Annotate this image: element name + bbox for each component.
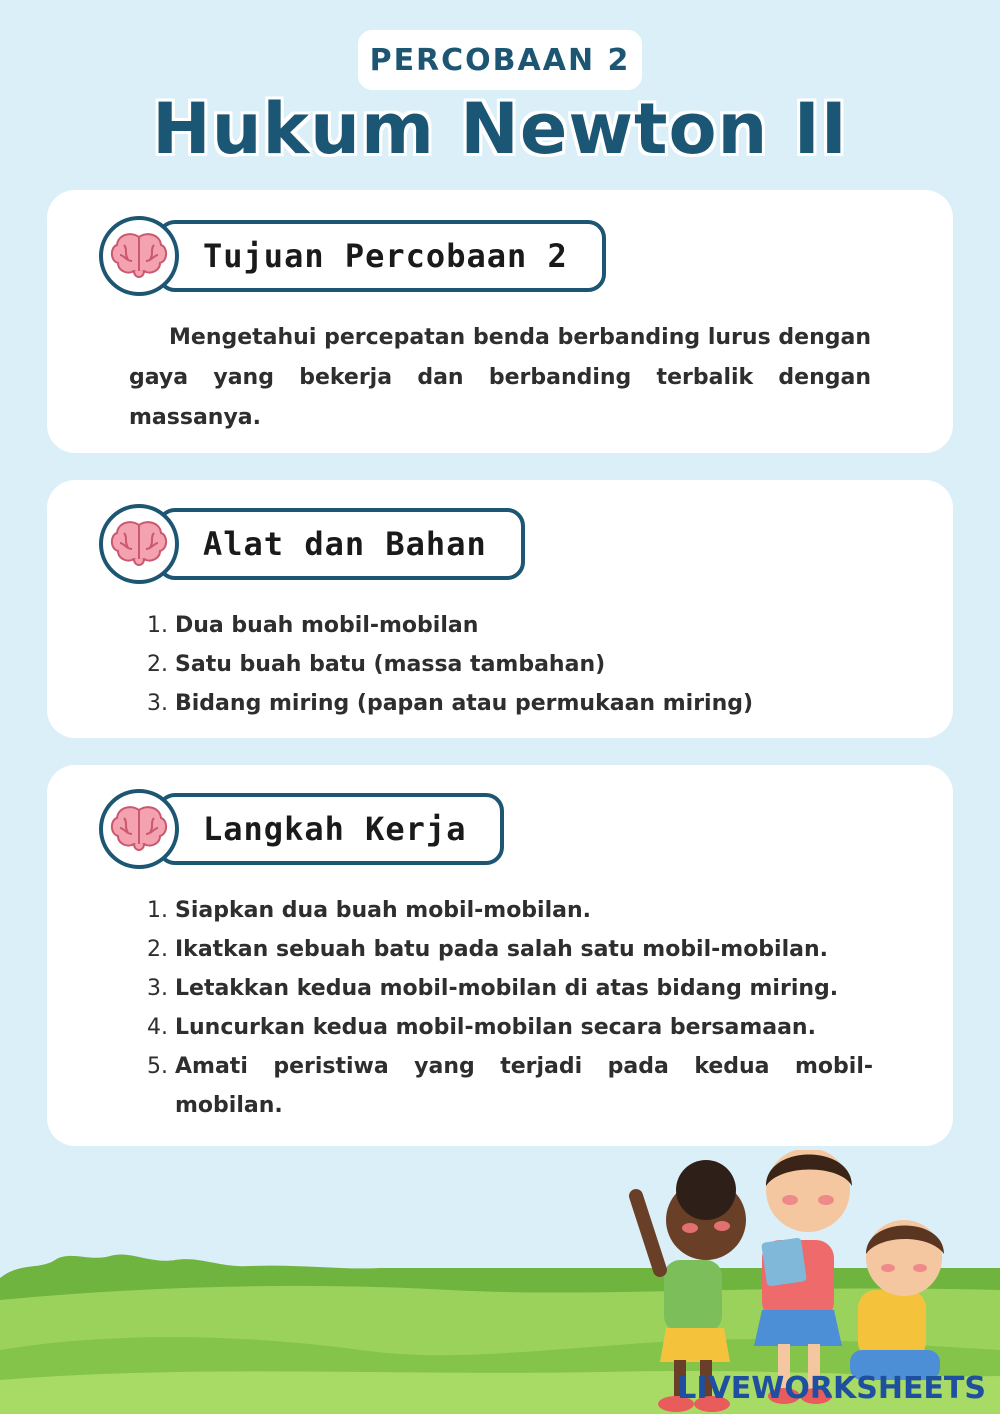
brain-icon	[99, 216, 179, 296]
page-title: Hukum Newton II	[152, 88, 848, 170]
watermark-text: LIVEWORKSHEETS	[677, 1371, 986, 1406]
section-heading-label: Langkah Kerja	[157, 793, 504, 865]
list-item: 1. Siapkan dua buah mobil-mobilan.	[147, 898, 592, 923]
list-item: 3. Letakkan kedua mobil-mobilan di atas bidang miring.	[147, 976, 839, 1001]
section-heading-tujuan	[99, 218, 606, 294]
card-alat-bahan	[47, 480, 953, 738]
section-heading-langkah	[99, 791, 504, 867]
alat-list	[147, 606, 873, 723]
brain-icon	[99, 789, 179, 869]
section-heading-alat	[99, 506, 525, 582]
langkah-list	[147, 891, 873, 1125]
grass-scene-illustration	[0, 1150, 1000, 1414]
list-item: 5. Amati peristiwa yang terjadi pada kedua mobil-mobilan.	[147, 1054, 873, 1118]
list-item: 2. Satu buah batu (massa tambahan)	[147, 652, 606, 677]
subtitle-text: PERCOBAAN 2	[369, 42, 631, 78]
list-item: 2. Ikatkan sebuah batu pada salah satu mobil-mobilan.	[147, 937, 829, 962]
subtitle-badge	[358, 30, 642, 90]
tujuan-paragraph: Mengetahui percepatan benda berbanding lurus dengan gaya yang bekerja dan berbanding terbalik dengan massanya.	[129, 325, 871, 430]
brain-icon	[99, 504, 179, 584]
section-heading-label: Tujuan Percobaan 2	[157, 220, 606, 292]
section-heading-label: Alat dan Bahan	[157, 508, 525, 580]
list-item: 4. Luncurkan kedua mobil-mobilan secara bersamaan.	[147, 1015, 816, 1040]
watermark-logo	[677, 1371, 986, 1406]
card-tujuan	[47, 190, 953, 453]
card-langkah-kerja	[47, 765, 953, 1146]
list-item: 3. Bidang miring (papan atau permukaan miring)	[147, 691, 754, 716]
list-item: 1. Dua buah mobil-mobilan	[147, 613, 479, 638]
